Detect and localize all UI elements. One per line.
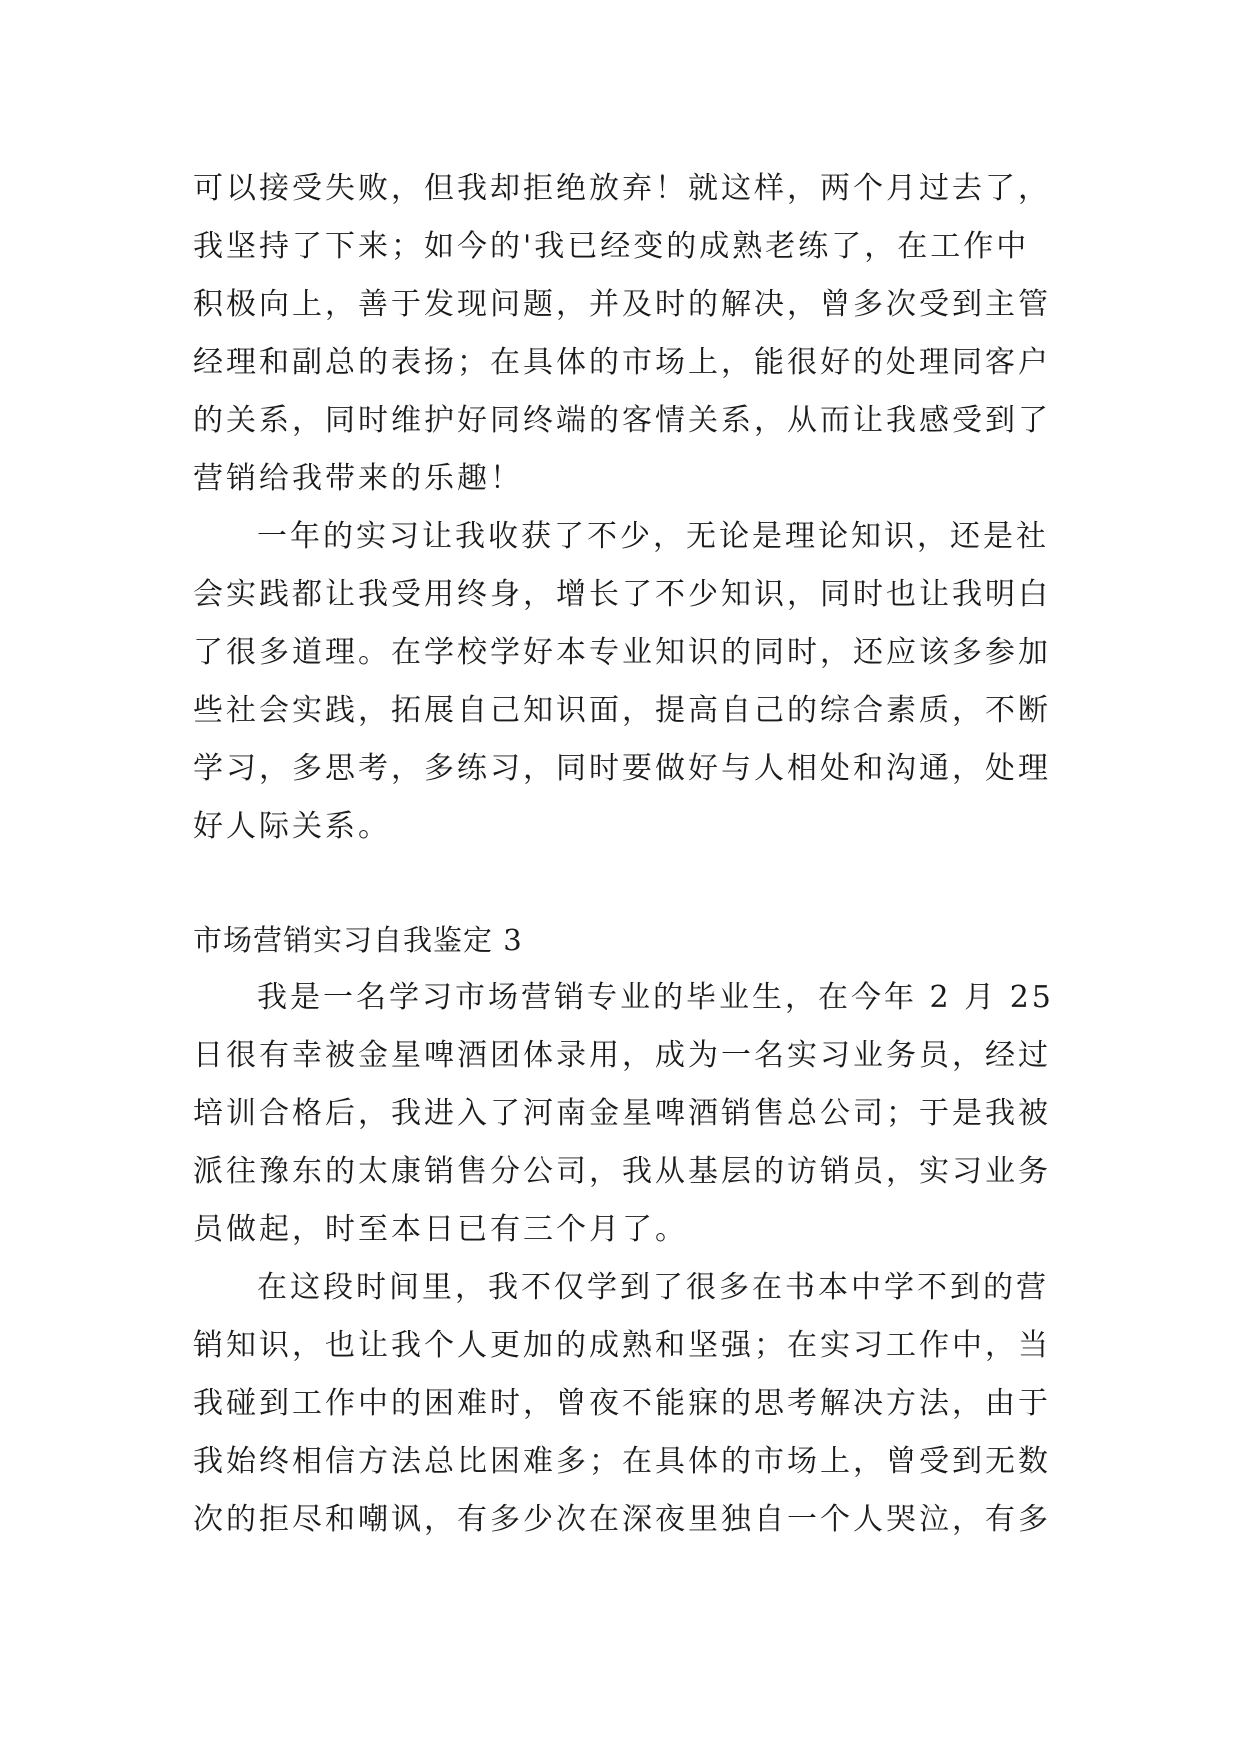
text-line: 日很有幸被金星啤酒团体录用，成为一名实习业务员，经过	[193, 1038, 1051, 1073]
text-line: 我碰到工作中的困难时，曾夜不能寐的思考解决方法，由于	[193, 1386, 1051, 1421]
text-line: 销知识，也让我个人更加的成熟和坚强；在实习工作中，当	[193, 1328, 1051, 1363]
text-line: 我是一名学习市场营销专业的毕业生，在今年 2 月 25	[257, 980, 1054, 1015]
text-line: 在这段时间里，我不仅学到了很多在书本中学不到的营	[257, 1270, 1049, 1305]
text-line: 派往豫东的太康销售分公司，我从基层的访销员，实习业务	[193, 1154, 1051, 1189]
text-line: 会实践都让我受用终身，增长了不少知识，同时也让我明白	[193, 577, 1051, 612]
text-line: 一年的实习让我收获了不少，无论是理论知识，还是社	[257, 519, 1049, 554]
document-body	[193, 160, 1073, 1549]
text-line: 我始终相信方法总比困难多；在具体的市场上，曾受到无数	[193, 1444, 1051, 1479]
text-line: 积极向上，善于发现问题，并及时的解决，曾多次受到主管	[193, 287, 1051, 322]
paragraph-2	[193, 508, 1073, 856]
text-line: 好人际关系。	[193, 809, 391, 844]
text-line: 次的拒尽和嘲讽，有多少次在深夜里独自一个人哭泣，有多	[193, 1502, 1051, 1537]
text-line: 培训合格后，我进入了河南金星啤酒销售总公司；于是我被	[193, 1096, 1051, 1131]
text-line: 了很多道理。在学校学好本专业知识的同时，还应该多参加	[193, 635, 1051, 670]
text-line: 营销给我带来的乐趣！	[193, 461, 523, 496]
text-line: 经理和副总的表扬；在具体的市场上，能很好的处理同客户	[193, 345, 1051, 380]
text-line: 的关系，同时维护好同终端的客情关系，从而让我感受到了	[193, 403, 1051, 438]
text-line: 些社会实践，拓展自己知识面，提高自己的综合素质，不断	[193, 693, 1051, 728]
paragraph-3	[193, 969, 1073, 1259]
text-line: 我坚持了下来；如今的'我已经变的成熟老练了，在工作中	[193, 229, 1030, 264]
text-line: 员做起，时至本日已有三个月了。	[193, 1212, 688, 1247]
text-line: 学习，多思考，多练习，同时要做好与人相处和沟通，处理	[193, 751, 1051, 786]
paragraph-1	[193, 160, 1073, 508]
paragraph-4	[193, 1259, 1073, 1549]
text-line: 可以接受失败，但我却拒绝放弃！就这样，两个月过去了，	[193, 171, 1051, 206]
section-heading: 市场营销实习自我鉴定 3	[193, 923, 523, 957]
